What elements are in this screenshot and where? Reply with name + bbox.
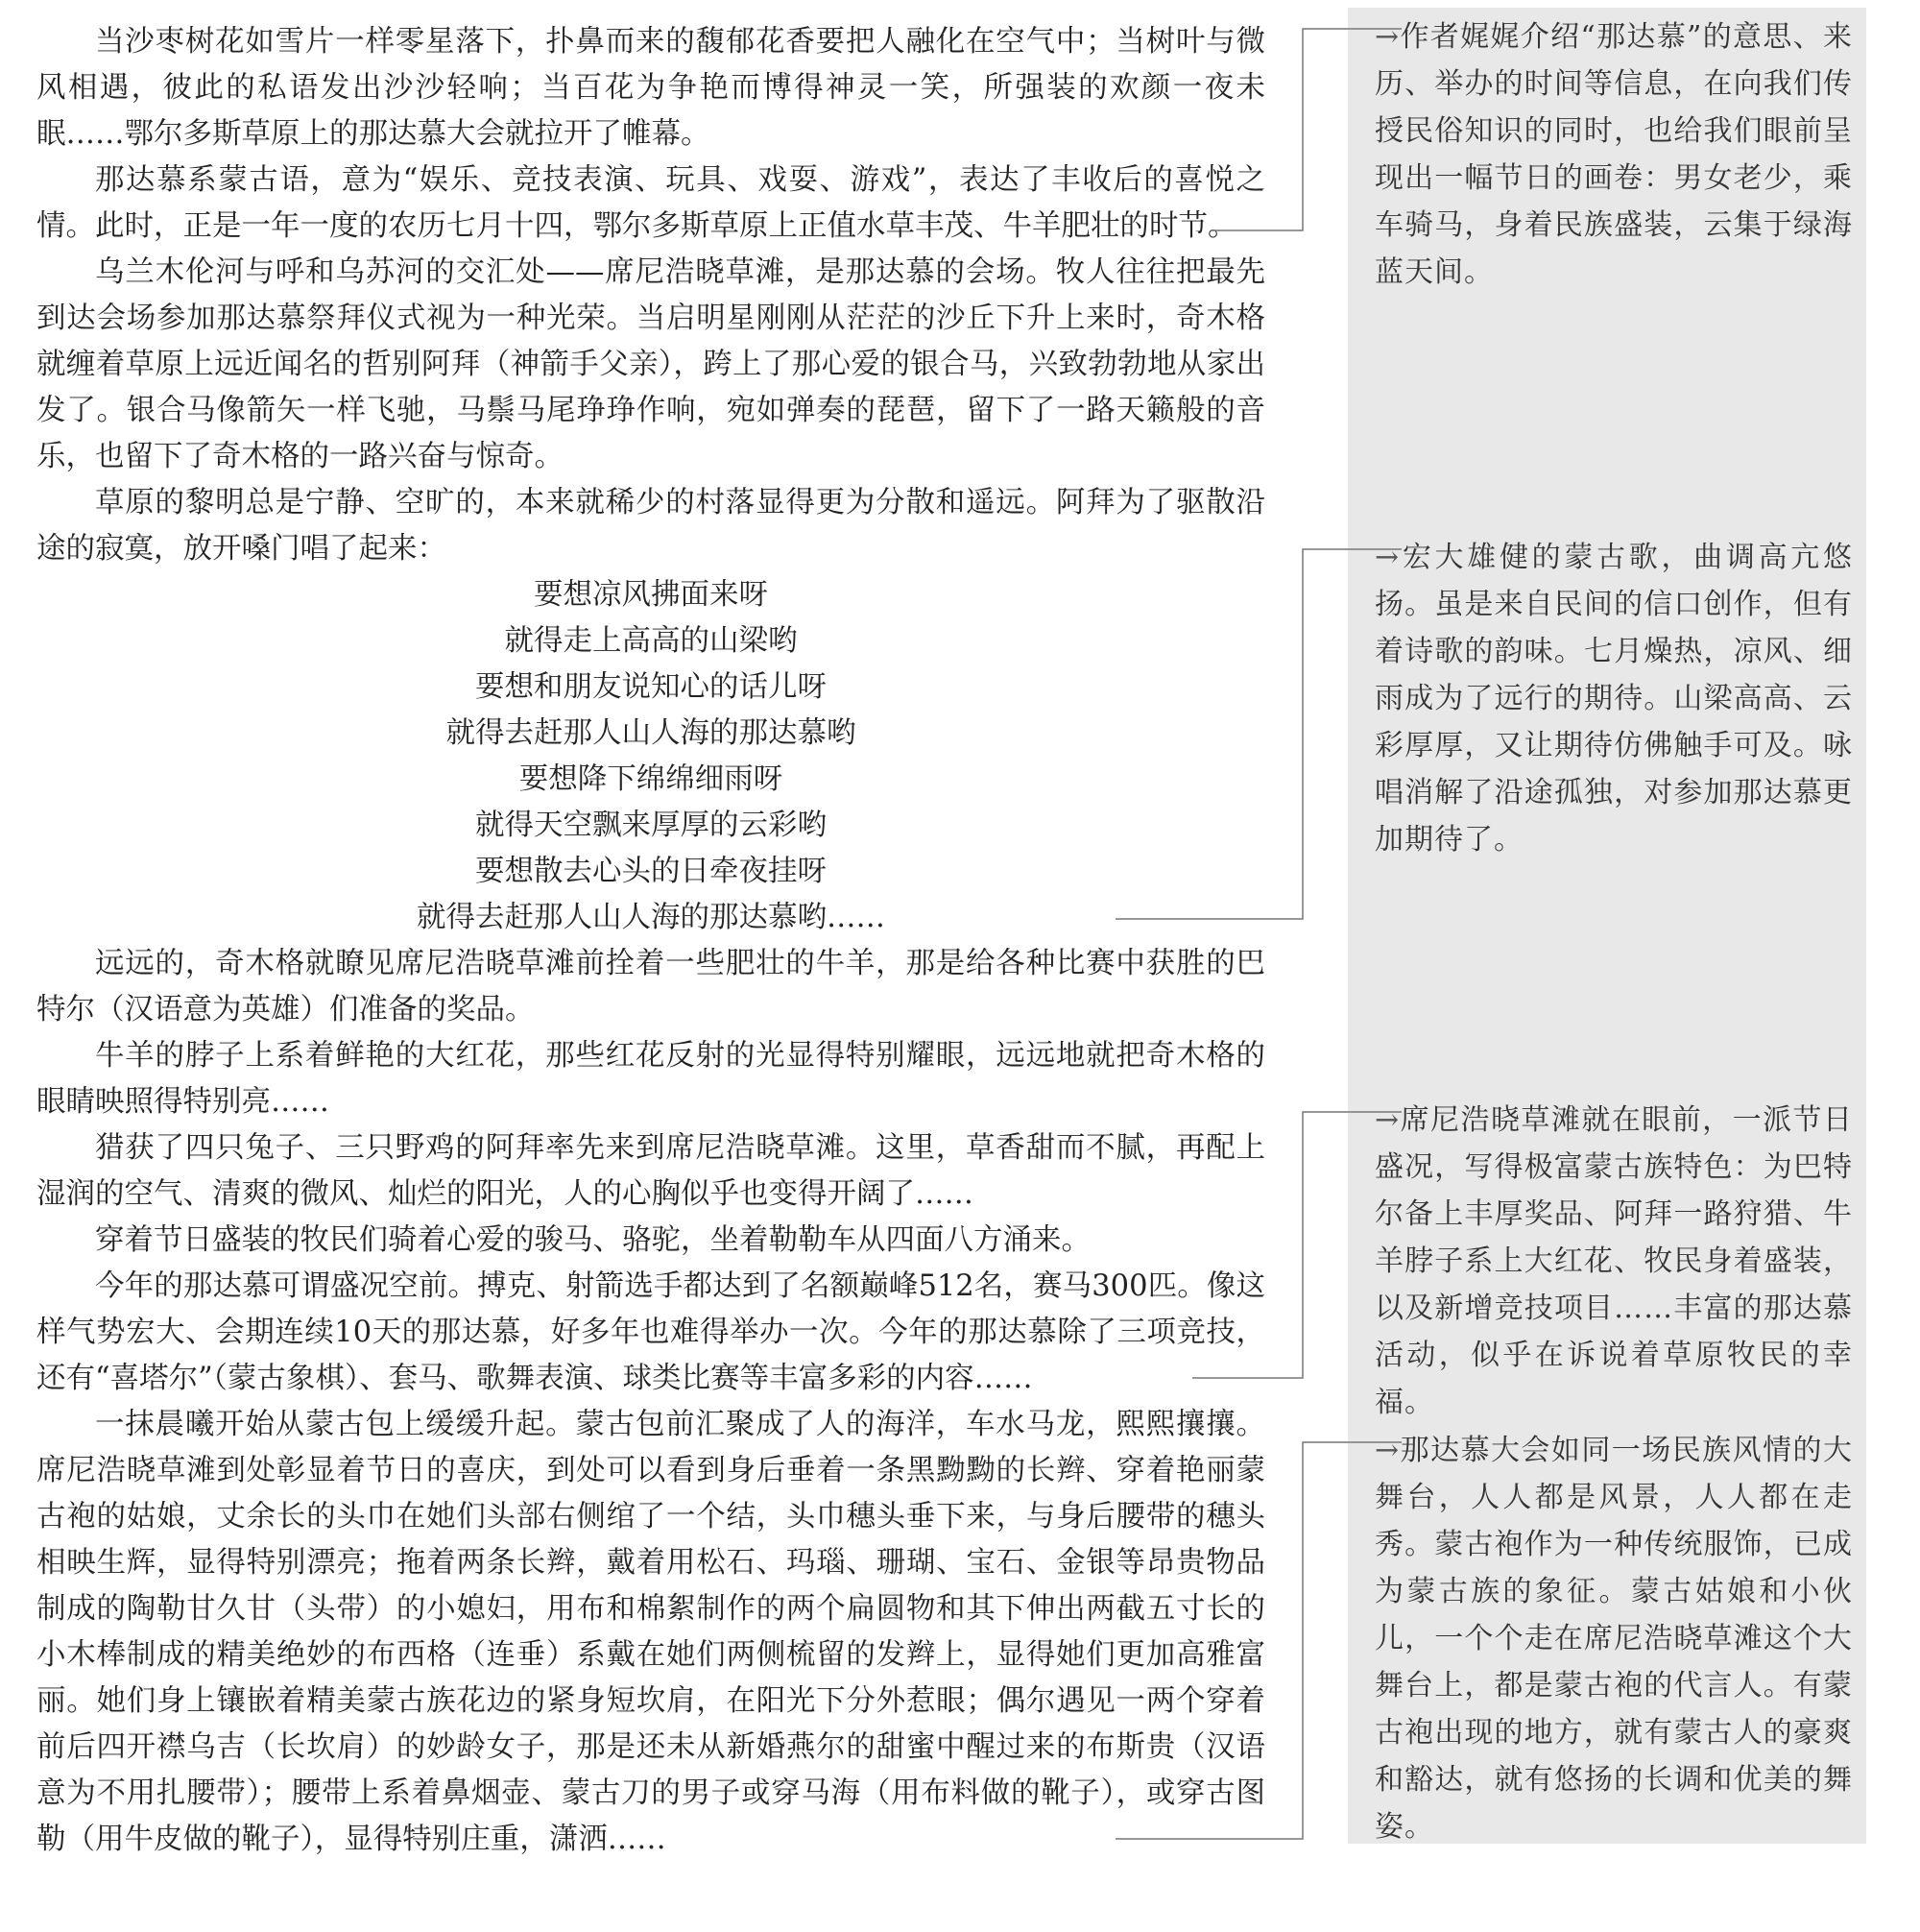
arrow-icon: →	[1375, 1103, 1401, 1137]
paragraph: 那达慕系蒙古语，意为“娱乐、竞技表演、玩具、戏耍、游戏”，表达了丰收后的喜悦之情。此时，正是一年一度的农历七月十四，鄂尔多斯草原上正值水草丰茂、牛羊肥壮的时节。	[36, 163, 1265, 243]
annotation-note: →宏大雄健的蒙古歌，曲调高亢悠扬。虽是来自民间的信口创作，但有着诗歌的韵味。七月燥热，凉风、细雨成为了远行的期待。山梁高高、云彩厚厚，又让期待仿佛触手可及。咏唱消解了沿途孤独，对参加那达慕更加期待了。	[1375, 541, 1853, 857]
paragraph: 猎获了四只兔子、三只野鸡的阿拜率先来到席尼浩晓草滩。这里，草香甜而不腻，再配上湿润的空气、清爽的微风、灿烂的阳光，人的心胸似乎也变得开阔了……	[36, 1131, 1265, 1211]
paragraph: 远远的，奇木格就瞭见席尼浩晓草滩前拴着一些肥壮的牛羊，那是给各种比赛中获胜的巴特尔（汉语意为英雄）们准备的奖品。	[36, 947, 1265, 1026]
song-verse: 就得去赶那人山人海的那达慕哟	[445, 716, 856, 750]
annotation-note: →那达慕大会如同一场民族风情的大舞台，人人都是风景，人人都在走秀。蒙古袍作为一种传统服饰，已成为蒙古族的象征。蒙古姑娘和小伙儿，一个个走在席尼浩晓草滩这个大舞台上，都是蒙古袍的代言人。有蒙古袍出现的地方，就有蒙古人的豪爽和豁达，就有悠扬的长调和优美的舞姿。	[1375, 1434, 1853, 1844]
arrow-icon: →	[1375, 541, 1401, 574]
arrow-icon: →	[1375, 1434, 1401, 1467]
song-verse: 要想和朋友说知心的话儿呀	[475, 670, 827, 704]
annotation-sidebar	[1348, 8, 1866, 1844]
song-verse: 就得走上高高的山梁哟	[504, 624, 798, 658]
annotation-note: →作者娓娓介绍“那达慕”的意思、来历、举办的时间等信息，在向我们传授民俗知识的同时，也给我们眼前呈现出一幅节日的画卷：男女老少，乘车骑马，身着民族盛装，云集于绿海蓝天间。	[1375, 20, 1853, 289]
paragraph: 乌兰木伦河与呼和乌苏河的交汇处——席尼浩晓草滩，是那达慕的会场。牧人往往把最先到达会场参加那达慕祭拜仪式视为一种光荣。当启明星刚刚从茫茫的沙丘下升上来时，奇木格就缠着草原上远近闻名的哲别阿拜（神箭手父亲），跨上了那心爱的银合马，兴致勃勃地从家出发了。银合马像箭矢一样飞驰，马鬃马尾琤琤作响，宛如弹奏的琵琶，留下了一路天籁般的音乐，也留下了奇木格的一路兴奋与惊奇。	[36, 255, 1265, 473]
song-verse: 要想降下绵绵细雨呀	[518, 762, 783, 796]
paragraph: 牛羊的脖子上系着鲜艳的大红花，那些红花反射的光显得特别耀眼，远远地就把奇木格的眼睛映照得特别亮……	[36, 1039, 1265, 1119]
paragraph: 一抹晨曦开始从蒙古包上缓缓升起。蒙古包前汇聚成了人的海洋，车水马龙，熙熙攘攘。席尼浩晓草滩到处彰显着节日的喜庆，到处可以看到身后垂着一条黑黝黝的长辫、穿着艳丽蒙古袍的姑娘，丈余长的头巾在她们头部右侧绾了一个结，头巾穗头垂下来，与身后腰带的穗头相映生辉，显得特别漂亮；拖着两条长辫，戴着用松石、玛瑙、珊瑚、宝石、金银等昂贵物品制成的陶勒甘久甘（头带）的小媳妇，用布和棉絮制作的两个扁圆物和其下伸出两截五寸长的小木棒制成的精美绝妙的布西格（连垂）系戴在她们两侧梳留的发辫上，显得她们更加高雅富丽。她们身上镶嵌着精美蒙古族花边的紧身短坎肩，在阳光下分外惹眼；偶尔遇见一两个穿着前后四开襟乌吉（长坎肩）的妙龄女子，那是还未从新婚燕尔的甜蜜中醒过来的布斯贵（汉语意为不用扎腰带）；腰带上系着鼻烟壶、蒙古刀的男子或穿马海（用布料做的靴子），或穿古图勒（用牛皮做的靴子），显得特别庄重，潇洒……	[36, 1408, 1265, 1856]
song-verse: 要想散去心头的日牵夜挂呀	[475, 855, 827, 888]
song-verse: 就得天空飘来厚厚的云彩哟	[475, 809, 827, 842]
main-text	[36, 19, 1265, 1863]
paragraph: 草原的黎明总是宁静、空旷的，本来就稀少的村落显得更为分散和遥远。阿拜为了驱散沿途的寂寞，放开嗓门唱了起来：	[36, 486, 1265, 566]
arrow-icon: →	[1375, 20, 1401, 54]
paragraph: 穿着节日盛装的牧民们骑着心爱的骏马、骆驼，坐着勒勒车从四面八方涌来。	[95, 1223, 1091, 1257]
paragraph: 今年的那达慕可谓盛况空前。搏克、射箭选手都达到了名额巅峰512名，赛马300匹。像这样气势宏大、会期连续10天的那达慕，好多年也难得举办一次。今年的那达慕除了三项竞技，还有“喜塔尔”（蒙古象棋）、套马、歌舞表演、球类比赛等丰富多彩的内容……	[36, 1269, 1265, 1395]
annotation-note: →席尼浩晓草滩就在眼前，一派节日盛况，写得极富蒙古族特色：为巴特尔备上丰厚奖品、阿拜一路狩猎、牛羊脖子系上大红花、牧民身着盛装，以及新增竞技项目……丰富的那达慕活动，似乎在诉说着草原牧民的幸福。	[1375, 1103, 1853, 1419]
paragraph: 当沙枣树花如雪片一样零星落下，扑鼻而来的馥郁花香要把人融化在空气中；当树叶与微风相遇，彼此的私语发出沙沙轻响；当百花为争艳而博得神灵一笑，所强装的欢颜一夜未眠……鄂尔多斯草原上的那达慕大会就拉开了帷幕。	[36, 25, 1265, 151]
song-verse: 就得去赶那人山人海的那达慕哟……	[417, 901, 885, 934]
song-verse: 要想凉风拂面来呀	[534, 578, 768, 612]
